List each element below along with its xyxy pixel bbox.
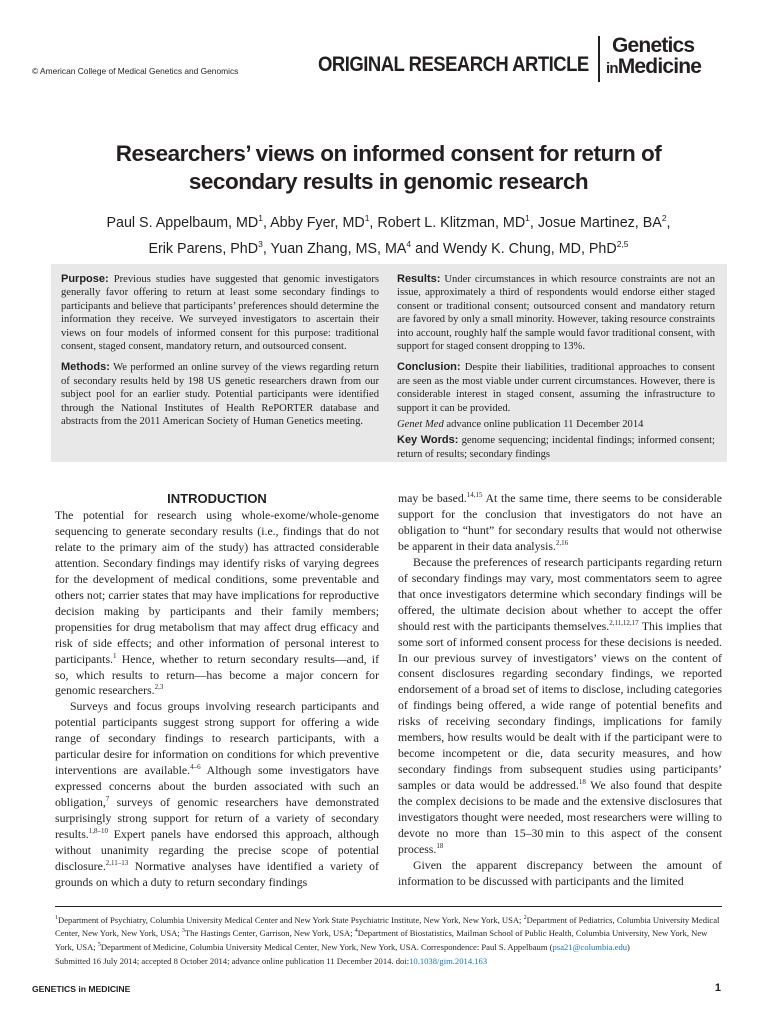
footer-journal-name: GENETICS in MEDICINE xyxy=(32,984,131,994)
logo-medicine: Medicine xyxy=(617,55,702,78)
paragraph: Because the preferences of research participants regarding return of secondary findings may vary, most commentators seem to agree that once investigators determine which secondary findings will be offered, the ultimate decision about whether to accept the offer should rest with the participants themselves.$^{2,11,12,17}$ This implies that some sort of informed consent process for these decisions is needed. In our previous survey of investigators’ views on the content of consent disclosures regarding secondary findings, we reported endorsement of a broad set of items to disclose, including categories of findings being offered, a wide range of potential benefits and risks of receiving secondary findings, implications for family members, how results would be dealt with if the participant were to become incompetent or die, data security measures, and how secondary findings from subsequent studies using participants’ samples or data would be addressed.$^{18}$ We also found that despite the complex decisions to be made and the extensive disclosures that investigators thought were needed, most researchers were willing to devote no more than 15–30 min to this aspect of the consent process.$^{18}$ xyxy=(398,554,723,856)
abstract-results: Results: Under circumstances in which resource constraints are not an issue, approximately a third of respondents would endorse either staged consent or traditional consent; outsourced consent and mandatory return are favored by only a small minority. However, taking resource constraints into account, roughly half the sample would favor traditional consent, with support for staged consent dropping to 13%. xyxy=(397,273,715,353)
correspondence-email-link[interactable]: psa21@columbia.edu xyxy=(552,941,628,952)
results-heading: Results: xyxy=(397,273,441,285)
author-3: Robert L. Klitzman, $MD^1$, xyxy=(377,213,538,231)
submission-dates: Submitted 16 July 2014; accepted 8 October 2014; advance online publication 11 December 2014. doi:10.1038/gim.2014.163 xyxy=(55,956,488,966)
header-divider xyxy=(598,36,600,82)
author-1: Paul S. Appelbaum, $MD^1$, xyxy=(106,213,271,231)
abstract-box xyxy=(51,264,727,462)
paragraph: may be based.$^{14,15}$ At the same time, there seems to be considerable support for the conclusion that investigators do not have an obligation to “hunt” for secondary results that would not otherwise be apparent in their data analysis.$^{2,16}$ xyxy=(398,491,722,553)
abstract-purpose: Purpose: Previous studies have suggested that genomic investigators generally favor offering to return at least some secondary findings to participants and believe that participants’ preferences should determine the information they receive. We surveyed investigators to ascertain their views on four models of informed consent for this purpose: traditional consent, staged consent, mandatory return, and outsourced consent. xyxy=(61,273,379,353)
abstract-left-column xyxy=(61,273,379,436)
keywords-heading: Key Words: xyxy=(397,434,459,447)
journal-logo xyxy=(606,35,701,79)
author-2: Abby Fyer, $MD^1$, xyxy=(270,213,378,231)
logo-line-medicine xyxy=(606,56,701,79)
author-4: Josue Martinez, $BA^2$, xyxy=(537,213,671,231)
introduction-heading: INTRODUCTION xyxy=(167,491,267,506)
publication-line: Genet Med advance online publication 11 December 2014 xyxy=(397,419,644,431)
author-list xyxy=(50,208,727,260)
logo-line-genetics: Genetics xyxy=(612,34,695,57)
body-right-column xyxy=(398,491,722,890)
abstract-keywords: Key Words: genome sequencing; incidental findings; informed consent; return of results; secondary findings xyxy=(397,434,716,460)
author-5: Erik Parens, PhD$^3$, xyxy=(148,238,271,257)
paragraph: Surveys and focus groups involving research participants and potential participants suggest strong support for offering a wide range of secondary findings to research participants, with a particular desire for information on conditions for which preventive interventions are available.$^{4-6}$ Although some investigators have expressed concerns about the burden associated with such an obligation,$^7$ surveys of genomic researchers have demonstrated surprisingly strong support for return of a variety of secondary results.$^{1,8-10}$ Expert panels have endorsed this approach, although without unanimity regarding the precise scope of potential disclosure.$^{2,11-13}$ Normative analyses have identified a variety of grounds on which a duty to return secondary findings xyxy=(55,699,380,889)
footnote-divider xyxy=(55,906,722,907)
abstract-methods: Methods: We performed an online survey of the views regarding return of secondary results held by 198 US genetic researchers drawn from our subject pool for an earlier study. Potential participants were identified through the National Institutes of Health RePORTER database and abstracts from the 2011 American Society of Human Genetics meeting. xyxy=(61,361,379,428)
author-6: Yuan Zhang, MS, $MA^4$ and xyxy=(270,238,443,257)
conclusion-heading: Conclusion: xyxy=(397,361,461,374)
article-title: Researchers’ views on informed consent for return of secondary results in genomic research xyxy=(115,141,662,194)
purpose-heading: Purpose: xyxy=(61,273,109,285)
affiliations-footnote: $^1$Department of Psychiatry, Columbia University Medical Center and New York State Psychiatric Institute, New York, New York, USA; $^2$Department of Pediatrics, Columbia University Medical Center, New York, New York, USA; $^3$The Hastings Center, Garrison, New York, USA; $^4$Department of Biostatistics, Mailman School of Public Health, Columbia University, New York, New York, USA; $^5$Department of Medicine, Columbia University Medical Center, New York, New York, USA. Correspondence: Paul S. Appelbaum (psa21@columbia.edu) xyxy=(55,914,720,952)
page-number: 1 xyxy=(714,982,721,994)
paragraph: Given the apparent discrepancy between the amount of information to be discussed with participants and the limited xyxy=(398,857,722,888)
body-left-column xyxy=(55,491,379,891)
copyright-notice: © American College of Medical Genetics and Genomics xyxy=(32,66,239,76)
doi-link[interactable]: 10.1038/gim.2014.163 xyxy=(409,956,488,966)
article-type-label: ORIGINAL RESEARCH ARTICLE xyxy=(318,52,589,76)
paragraph: The potential for research using whole-exome/whole-genome sequencing to generate secondary results (i.e., findings that do not relate to the primary aim of the study) has attracted considerable attention. Secondary findings may identify risks of varying degrees for the development of medical conditions, some preventable and others not; carrier states that may have implications for reproductive decision making by participants and their family members; propensities for drug metabolism that may affect drug efficacy and risk of side effects; and other information of personal interest to participants.$^1$ Hence, whether to return secondary results—and, if so, which results to return—has become a major concern for genomic researchers.$^{2,3}$ xyxy=(55,508,379,698)
logo-in: in xyxy=(606,60,618,77)
methods-heading: Methods: xyxy=(61,361,110,374)
author-7: Wendy K. Chung, MD, PhD$^{2,5}$ xyxy=(442,238,629,257)
abstract-conclusion: Conclusion: Despite their liabilities, traditional approaches to consent are seen as the most viable under current circumstances. However, there is considerable interest in staged consent, assuming the infrastructure to support it can be provided. xyxy=(397,361,715,414)
abstract-right-column xyxy=(397,273,715,469)
